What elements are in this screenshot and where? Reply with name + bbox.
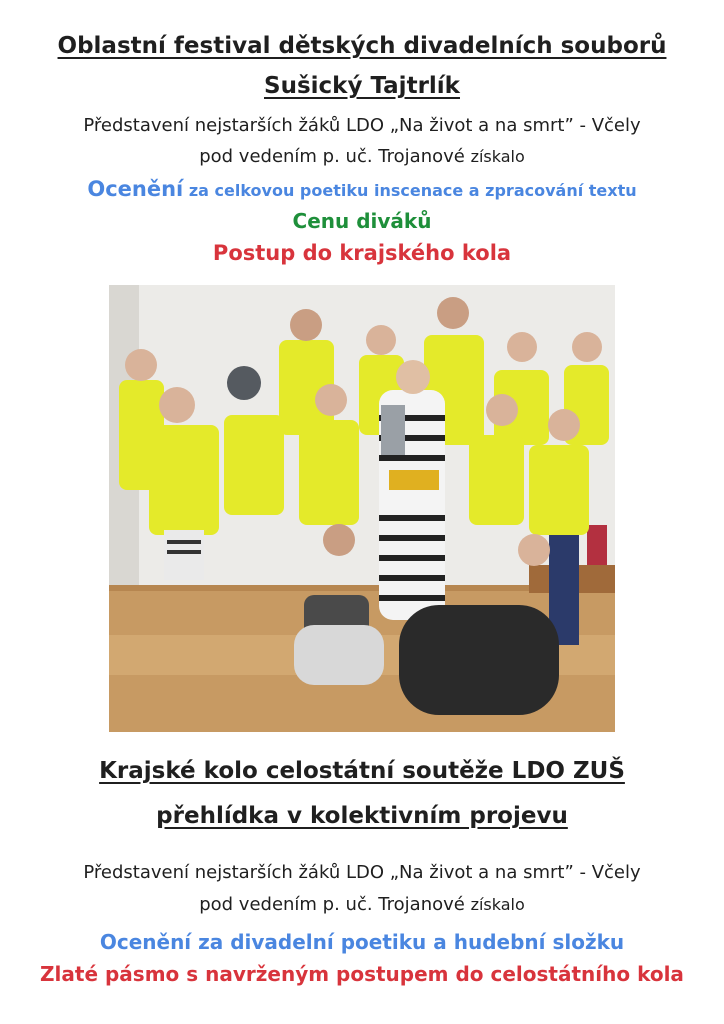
regional-title-line2: přehlídka v kolektivním projevu	[156, 803, 568, 829]
teacher-text: pod vedením p. uč. Trojanové	[199, 146, 465, 167]
festival-title-line2: Sušický Tajtrlík	[264, 73, 460, 99]
festival-title-line1: Oblastní festival dětských divadelních souborů	[57, 33, 667, 59]
award-advance: Postup do krajského kola	[212, 241, 512, 265]
award-music-poetics: Ocenění za divadelní poetiku a hudební složku	[99, 930, 625, 954]
award-poetics-rest: za celkovou poetiku inscenace a zpracování textu	[188, 181, 637, 200]
award-audience: Cenu diváků	[292, 209, 432, 233]
received-text: získalo	[470, 147, 525, 166]
performance-description-line1: Představení nejstarších žáků LDO „Na život a na smrt” - Včely	[83, 115, 641, 136]
award-gold-band: Zlaté pásmo s navrženým postupem do celostátního kola	[40, 962, 684, 986]
group-photo	[109, 285, 615, 732]
performance-description-line2	[0, 146, 724, 167]
group-photo-icon	[109, 285, 615, 732]
regional-description-line1: Představení nejstarších žáků LDO „Na život a na smrt” - Včely	[83, 862, 641, 883]
award-poetics-strong: Ocenění	[87, 177, 184, 201]
regional-description-line2	[0, 894, 724, 915]
award-poetics	[0, 177, 724, 201]
regional-teacher-text: pod vedením p. uč. Trojanové	[199, 894, 465, 915]
regional-title-line1: Krajské kolo celostátní soutěže LDO ZUŠ	[99, 758, 625, 784]
regional-received-text: získalo	[470, 895, 525, 914]
